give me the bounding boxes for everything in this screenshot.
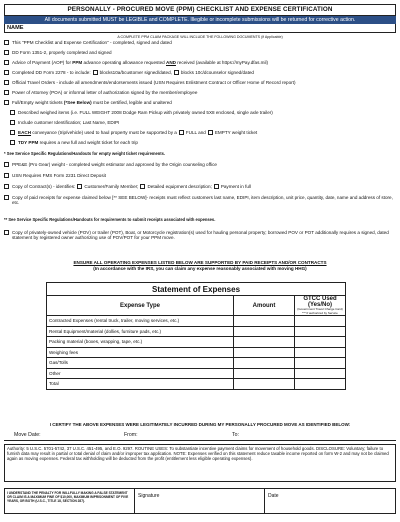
item-ppm-checklist: This "PPM Checklist and Expense Certification" - completed, signed and dated: [12, 40, 172, 45]
checkbox-empty[interactable]: [208, 130, 213, 135]
checkbox-dd2278[interactable]: [4, 70, 9, 75]
package-note: A COMPLETE PPM CLAIM PACKAGE WILL INCLUDE THE FOLLOWING DOCUMENTS (if Applicable): [117, 35, 283, 39]
legibility-banner: All documents submitted MUST be LEGIBLE and COMPLETE. Illegible or incomplete submissions will be returned for corrective action.: [4, 16, 396, 24]
checkbox-poa[interactable]: [4, 90, 9, 95]
item-paid-receipts: Copy of paid receipts for expense claimed below [** SEE BELOW]- receipts must reflect customers last name, EDIPI, item description, unit price, quantity, date, name and address of store, etc.: [12, 195, 393, 206]
amount-input[interactable]: [234, 358, 295, 369]
checkbox-pro-gear[interactable]: [4, 162, 9, 167]
checklist-section-2: [4, 162, 396, 209]
statement-title: Statement of Expenses: [47, 283, 346, 296]
item-poa: Power of Attorney (POA) or informal letter of authorization signed by the member/employee: [12, 90, 198, 95]
amount-input[interactable]: [234, 347, 295, 358]
item-each-conveyance: EACH conveyance (trip/vehicle) used to haul property must be supported by a FULL and EMPTY weight ticket: [18, 130, 258, 135]
form-title: PERSONALLY - PROCURED MOVE (PPM) CHECKLIST AND EXPENSE CERTIFICATION: [4, 4, 396, 16]
checkbox-each-conveyance[interactable]: [10, 130, 15, 135]
move-details: [4, 430, 396, 441]
statement-of-expenses: [46, 282, 346, 390]
checkbox-customer-family[interactable]: [77, 184, 82, 189]
row-rental: Rental Equipment/material (dollies, furniture pads, etc.): [47, 326, 234, 337]
item-weight-tickets: Full/Empty weight tickets (*See Below) must be certified, legible and unaltered: [12, 100, 172, 105]
checkbox-paid-receipts[interactable]: [4, 195, 9, 200]
service-note-receipts: ** See Service Specific Regulations/Handouts for requirements to submit receipts associated with expenses.: [4, 217, 216, 222]
item-usn-fms: USN Requires FMS Form 2231 Direct Deposit: [12, 173, 106, 178]
item-dd2278: Completed DD Form 2278 - to include: blocks10a/bcustomer signed/dated, blocks 10c/dcounselor signed/dated: [12, 70, 254, 75]
signature-field[interactable]: [135, 489, 265, 513]
checkbox-described-items[interactable]: [10, 110, 15, 115]
row-weighing: Weighing fees: [47, 347, 234, 358]
amount-input[interactable]: [234, 326, 295, 337]
item-described-items: Described weighed items (i.e. FULL WEIGHT 2008 Dodge Ram Pickup with privately owned 5X8 enclosed, single axle trailer): [18, 110, 273, 115]
checkbox-ppm-checklist[interactable]: [4, 40, 9, 45]
authority-statement: Authority: 5 U.S.C. 5701-5742, 37 U.S.C. 451-495, and E.O. 9297. ROUTINE USES: To substantiate incentive payment claims for movement of household goods. DISCLOSURE: Voluntary; failure to furnish data may result in partial or total denial of claim and/or improper tax application. NOTE: Expenses verified on this statement reduce taxable income reported on form W-2 and may not be claimed again as moving expenses. Federal tax withholding will be deducted from the profit (entitlement less eligible operating expenses).: [4, 444, 396, 482]
irs-note: (In accordance with the IRS, you can claim any expense reasonably associated with moving HHG): [93, 266, 307, 271]
gtcc-input[interactable]: [295, 326, 346, 337]
checkbox-payment-full[interactable]: [214, 184, 219, 189]
item-customer-id: Include customer Identification; Last Name, EDIPI: [18, 120, 120, 125]
checkbox-full[interactable]: [179, 130, 184, 135]
item-aop: Advice of Payment (AOP) for PPM advance operating allowance requested AND received (available at https://myPay.dfas.mil): [12, 60, 269, 65]
checkbox-dd1351[interactable]: [4, 50, 9, 55]
checklist-form: [4, 4, 396, 514]
row-contracted: Contracted Expenses (rental truck, trailer, moving services, etc.): [47, 316, 234, 327]
row-gas-tolls: Gas/Tolls: [47, 358, 234, 369]
name-label: NAME: [7, 25, 24, 31]
item-travel-orders: Official Travel Orders - include all amendments/endorsements issued (USN Requires Enlistment Contract or Officer Home of Record report): [12, 80, 296, 85]
gtcc-input[interactable]: [295, 358, 346, 369]
row-total: Total: [47, 379, 234, 390]
signature-block: [4, 488, 396, 514]
date-label: Date: [268, 493, 279, 499]
col-amount: Amount: [234, 296, 295, 316]
gtcc-input[interactable]: [295, 347, 346, 358]
checkbox-tdy-ppm[interactable]: [10, 140, 15, 145]
date-field[interactable]: [265, 489, 395, 513]
penalty-statement: I UNDERSTAND THE PENALTY FOR WILLFULLY MAKING A FALSE STATEMENT OR CLAIM IS A MAXIMUM FINE OF $10,000, MAXIMUM IMPRISONMENT OF FIVE YEARS, OR BOTH (U.S.C., TITLE 18, SECTION 287).: [5, 489, 135, 513]
gtcc-input[interactable]: [295, 337, 346, 348]
item-contracts: Copy of Contract(s) - identifies: Customer/Family Member; Detailed equipment description; Payment in full: [12, 184, 251, 189]
checkbox-usn-fms[interactable]: [4, 173, 9, 178]
checkbox-blocks-10ab[interactable]: [93, 70, 98, 75]
to-label: To:: [232, 432, 239, 438]
row-packing: Packing material (boxes, wrapping, tape, etc.): [47, 337, 234, 348]
gtcc-input[interactable]: [295, 316, 346, 327]
from-label: From:: [124, 432, 138, 438]
item-dd1351: DD Form 1351-2, properly completed and signed: [12, 50, 112, 55]
checklist-section-3: [4, 230, 396, 244]
checklist-section: [4, 40, 396, 150]
service-note-weight: * See Service Specific Regulations/Handouts for empty weight ticket requirements.: [4, 151, 166, 156]
amount-input[interactable]: [234, 316, 295, 327]
checkbox-customer-id[interactable]: [10, 120, 15, 125]
checkbox-travel-orders[interactable]: [4, 80, 9, 85]
total-input[interactable]: [234, 379, 295, 390]
signature-label: Signature: [138, 493, 160, 499]
certify-statement: I CERTIFY THE ABOVE EXPENSES WERE LEGITIMATELY INCURRED DURING MY PERSONALLY PROCURED MOVE AS IDENTIFIED BELOW:: [49, 422, 351, 427]
item-tdy-ppm: TDY PPM requires a new full and weight ticket for each trip: [18, 140, 138, 145]
item-pro-gear: PPE&E (Pro Gear) weight - completed weight estimator and approved by the Origin counseling office: [12, 162, 217, 167]
col-gtcc: GTCC Used (Yes/No) (Government Travel Charge Card) *** If authorized by Service: [295, 296, 346, 316]
checkbox-contracts[interactable]: [4, 184, 9, 189]
item-registration: Copy of privately-owned vehicle (POV) or trailer (POT), Boat, or Motorcycle registration(s) used for hauling personal property; borrowed POV or POT additionally requires a signed, dated statement by registered owner authorizing use of POV/POT for your PPM move.: [12, 230, 389, 241]
checkbox-weight-tickets[interactable]: [4, 100, 9, 105]
checkbox-registration[interactable]: [4, 230, 9, 235]
row-other: Other: [47, 368, 234, 379]
name-field[interactable]: [4, 24, 396, 33]
checkbox-equipment[interactable]: [140, 184, 145, 189]
checkbox-aop[interactable]: [4, 60, 9, 65]
move-date-label: Move Date:: [14, 432, 41, 438]
gtcc-input[interactable]: [295, 379, 346, 390]
col-expense-type: Expense Type: [47, 296, 234, 316]
amount-input[interactable]: [234, 337, 295, 348]
gtcc-input[interactable]: [295, 368, 346, 379]
checkbox-blocks-10cd[interactable]: [174, 70, 179, 75]
amount-input[interactable]: [234, 368, 295, 379]
ensure-note: ENSURE ALL OPERATING EXPENSES LISTED BELOW ARE SUPPORTED BY PAID RECEIPTS AND/OR CONTRACTS: [73, 260, 327, 265]
